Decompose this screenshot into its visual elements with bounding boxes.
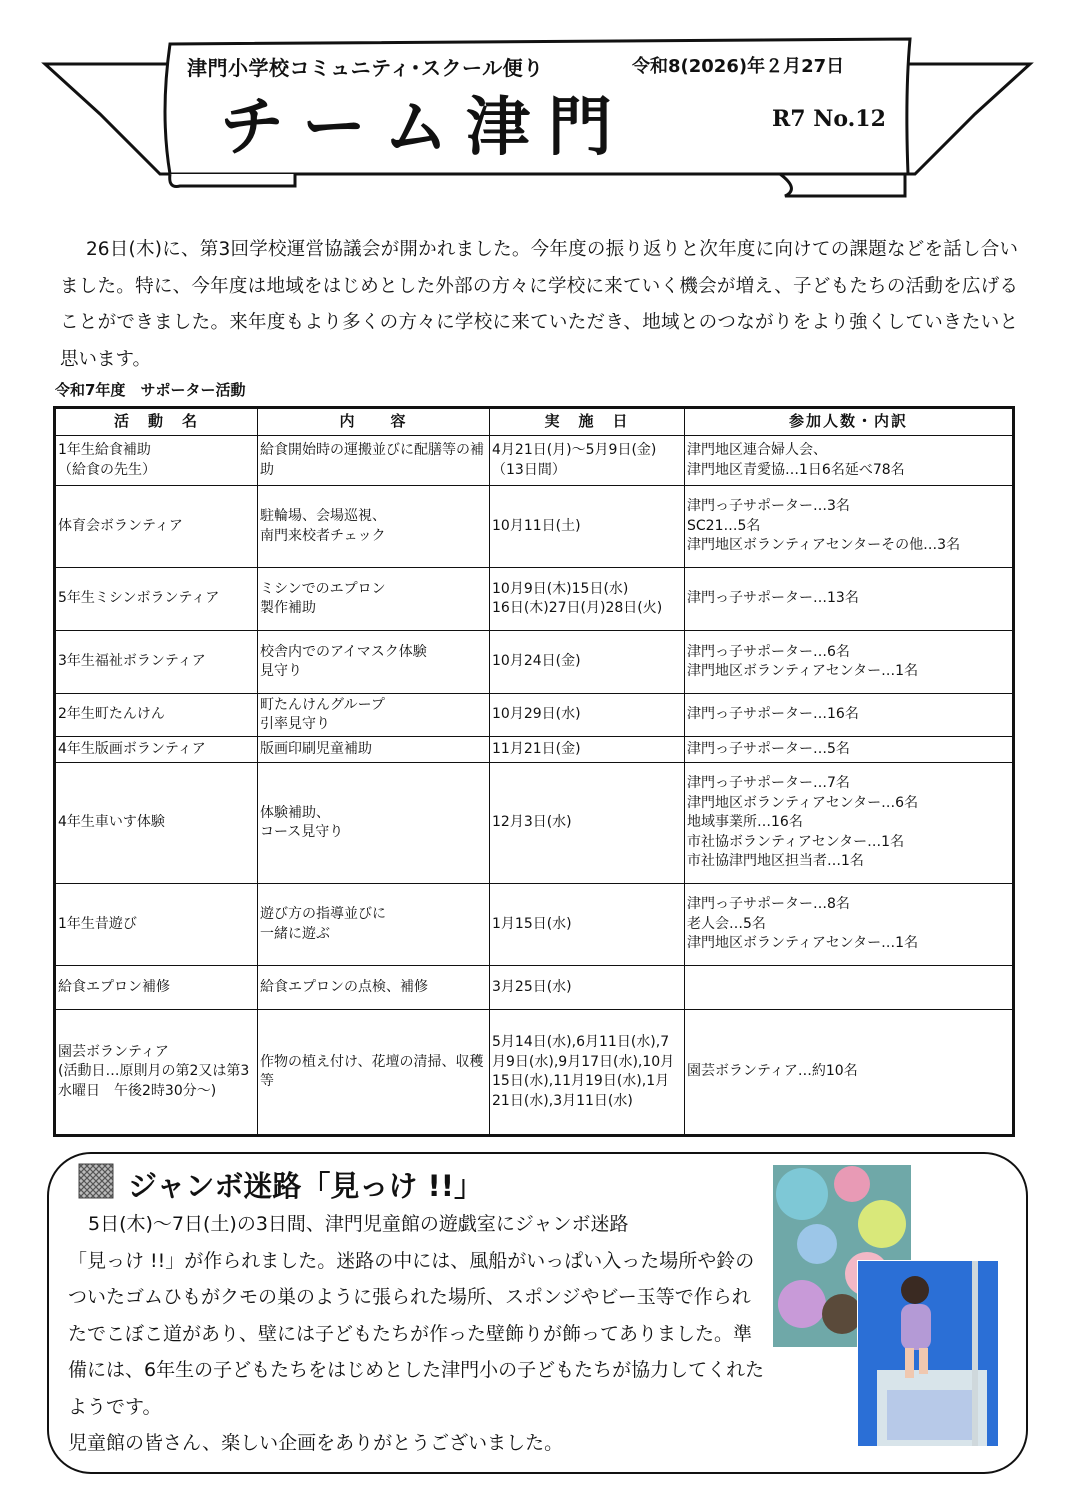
- cell-activity: 3年生福祉ボランティア: [55, 631, 258, 694]
- table-row: [55, 568, 1014, 631]
- cell-content: ミシンでのエプロン 製作補助: [258, 568, 490, 631]
- story-paragraph: 「見っけ !!」が作られました。迷路の中には、風船がいっぱい入った場所や鈴のついたゴムひもがクモの巣のように張られた場所、スポンジやビー玉等で作られたでこぼこ道があり、壁には子どもたちが作った壁飾りが飾ってありました。準備には、6年生の子どもたちをはじめとした津門小の子どもたちが協力してくれたようです。: [68, 1249, 765, 1418]
- cell-participants: 津門地区連合婦人会、 津門地区青愛協…1日6名延べ78名: [685, 436, 1014, 486]
- ribbon-left-tail: [45, 64, 180, 174]
- cell-participants: 津門っ子サポーター…6名 津門地区ボランティアセンター…1名: [685, 631, 1014, 694]
- cell-date: 12月3日(水): [490, 763, 685, 884]
- cell-content: 校舎内でのアイマスク体験 見守り: [258, 631, 490, 694]
- cell-participants: 津門っ子サポーター…16名: [685, 694, 1014, 737]
- header-content: 内 容: [258, 408, 490, 436]
- cell-content: 町たんけんグループ 引率見守り: [258, 694, 490, 737]
- story-title: ジャンボ迷路「見っけ !!」: [128, 1169, 483, 1203]
- table-row: [55, 486, 1014, 568]
- cell-content: 給食開始時の運搬並びに配膳等の補助: [258, 436, 490, 486]
- cell-activity: 4年生版画ボランティア: [55, 737, 258, 763]
- cell-activity: 2年生町たんけん: [55, 694, 258, 737]
- cell-activity: 給食エプロン補修: [55, 966, 258, 1010]
- newsletter-title: チーム津門: [220, 91, 630, 165]
- header-activity: 活 動 名: [55, 408, 258, 436]
- table-row: [55, 763, 1014, 884]
- cell-date: 10月9日(木)15日(水) 16日(木)27日(月)28日(火): [490, 568, 685, 631]
- issue-number: R7 No.12: [772, 106, 886, 132]
- cell-content: 給食エプロンの点検、補修: [258, 966, 490, 1010]
- cell-activity: 4年生車いす体験: [55, 763, 258, 884]
- story-body: [68, 1206, 768, 1462]
- cell-participants: [685, 966, 1014, 1010]
- pattern-square-icon: [78, 1163, 114, 1199]
- cell-activity: 園芸ボランティア (活動日…原則月の第2又は第3水曜日 午後2時30分～): [55, 1010, 258, 1136]
- story-paragraph: 5日(木)～7日(土)の3日間、津門児童館の遊戯室にジャンボ迷路: [88, 1213, 629, 1235]
- table-row: [55, 631, 1014, 694]
- ribbon-right-tail: [895, 64, 1030, 174]
- header-date: 実 施 日: [490, 408, 685, 436]
- cell-participants: 園芸ボランティア…約10名: [685, 1010, 1014, 1136]
- cell-activity: 5年生ミシンボランティア: [55, 568, 258, 631]
- cell-date: 10月11日(土): [490, 486, 685, 568]
- table-row: [55, 737, 1014, 763]
- child-in-maze-photo: [857, 1260, 999, 1447]
- intro-paragraph: 26日(木)に、第3回学校運営協議会が開かれました。今年度の振り返りと次年度に向けての課題などを話し合いました。特に、今年度は地域をはじめとした外部の方々に学校に来ていく機会が増え、子どもたちの活動を広げることができました。来年度もより多くの方々に学校に来ていただき、地域とのつながりをより強くしていきたいと思います。: [60, 239, 1018, 370]
- table-row: [55, 1010, 1014, 1136]
- cell-date: 11月21日(金): [490, 737, 685, 763]
- cell-activity: 1年生昔遊び: [55, 884, 258, 966]
- cell-participants: 津門っ子サポーター…13名: [685, 568, 1014, 631]
- cell-participants: 津門っ子サポーター…8名 老人会…5名 津門地区ボランティアセンター…1名: [685, 884, 1014, 966]
- table-header-row: [55, 408, 1014, 436]
- cell-date: 5月14日(水),6月11日(水),7月9日(水),9月17日(水),10月15日(水),11月19日(水),1月21日(水),3月11日(水): [490, 1010, 685, 1136]
- cell-date: 3月25日(水): [490, 966, 685, 1010]
- cell-date: 10月24日(金): [490, 631, 685, 694]
- cell-date: 10月29日(水): [490, 694, 685, 737]
- cell-content: 駐輪場、会場巡視、 南門来校者チェック: [258, 486, 490, 568]
- cell-content: 遊び方の指導並びに 一緒に遊ぶ: [258, 884, 490, 966]
- cell-content: 版画印刷児童補助: [258, 737, 490, 763]
- story-paragraph: 児童館の皆さん、楽しい企画をありがとうございました。: [68, 1432, 564, 1454]
- cell-participants: 津門っ子サポーター…3名 SC21…5名 津門地区ボランティアセンターその他…3名: [685, 486, 1014, 568]
- cell-date: 4月21日(月)～5月9日(金) （13日間）: [490, 436, 685, 486]
- table-row: [55, 436, 1014, 486]
- table-row: [55, 884, 1014, 966]
- cell-content: 作物の植え付け、花壇の清掃、収穫等: [258, 1010, 490, 1136]
- cell-participants: 津門っ子サポーター…5名: [685, 737, 1014, 763]
- cell-activity: 1年生給食補助 （給食の先生）: [55, 436, 258, 486]
- cell-date: 1月15日(水): [490, 884, 685, 966]
- cell-activity: 体育会ボランティア: [55, 486, 258, 568]
- newsletter-subtitle: 津門小学校コミュニティ･スクール便り: [187, 56, 544, 80]
- cell-content: 体験補助、 コース見守り: [258, 763, 490, 884]
- table-row: [55, 694, 1014, 737]
- table-caption: 令和7年度 サポーター活動: [55, 381, 246, 399]
- table-row: [55, 966, 1014, 1010]
- cell-participants: 津門っ子サポーター…7名 津門地区ボランティアセンター…6名 地域事業所…16名 市社協ボランティアセンター…1名 市社協津門地区担当者…1名: [685, 763, 1014, 884]
- supporter-activity-table: [53, 406, 1015, 1137]
- header-participants: 参加人数・内訳: [685, 408, 1014, 436]
- issue-date: 令和8(2026)年２月27日: [632, 56, 845, 77]
